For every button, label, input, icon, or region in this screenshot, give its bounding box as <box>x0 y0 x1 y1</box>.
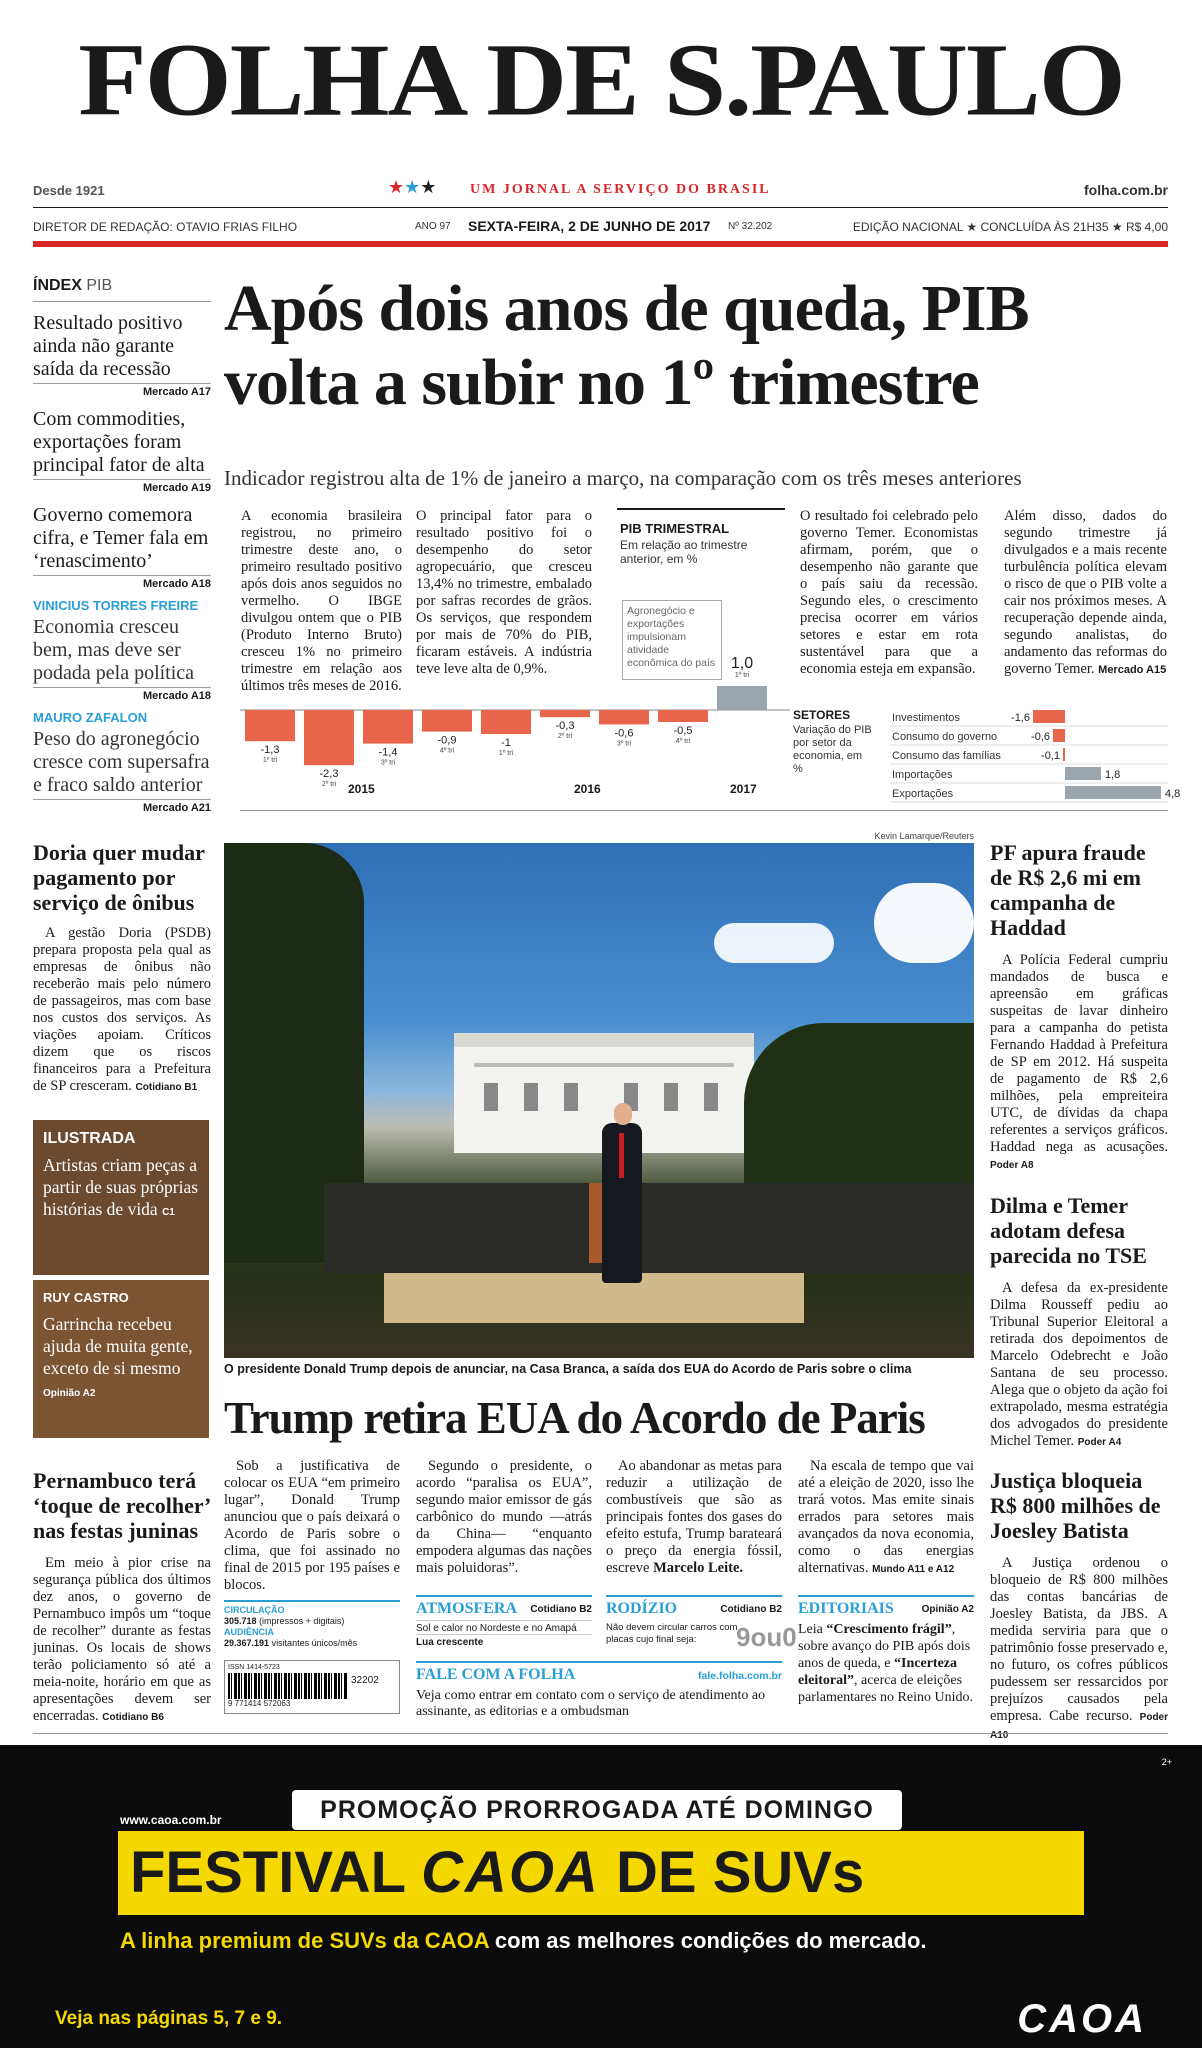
pib-chart-annotation: Agronegócio e exportações impulsionam atividade econômica do país <box>622 600 722 680</box>
index-title: ÍNDEX PIB <box>33 277 113 294</box>
doria-headline: Doria quer mudar pagamento por serviço de ônibus <box>33 840 205 915</box>
pernambuco-body: Em meio à pior crise na segurança pública dos últimos dez anos, o governo de Pernambuco impôs um “toque de recolher” durante as festas juninas. Os locais de shows terão policiamento só até a meia-noite, horário em que as apresentações devem ser encerradas. Cotidiano B6 <box>33 1555 211 1724</box>
editoriais-box[interactable]: EDITORIAIS Opinião A2 Leia “Crescimento frágil”, sobre avanço do PIB após dois anos de queda, e “Incerteza eleitoral”, acerca de eleições parlamentares no Reino Unido. <box>798 1595 974 1706</box>
setores-category-label: Exportações <box>892 788 954 800</box>
joesley-body: A Justiça ordenou o bloqueio de R$ 800 milhões das contas bancárias de Joesley Batista, da JBS. A medida serviria para que o patrimônio fosse preservado e, no futuro, os cofres públicos pudessem ser ressarcidos por prejuízos causados pela empresa. Cabe recurso. Poder A10 <box>990 1555 1169 1741</box>
caoa-logo-icon: CAOA <box>1017 1997 1147 2041</box>
atmosfera-box[interactable]: ATMOSFERA Cotidiano B2 Sol e calor no Nordeste e no Amapá Lua crescente <box>416 1595 592 1648</box>
pib-quarter-label: 3º tri <box>380 759 396 767</box>
photo-caption: O presidente Donald Trump depois de anunciar, na Casa Branca, a saída dos EUA do Acordo de Paris sobre o clima <box>224 1362 912 1376</box>
pf-story[interactable] <box>990 840 1168 1174</box>
pib-bar <box>363 710 413 744</box>
setores-value-label: -1,6 <box>1011 712 1030 724</box>
pib-bar <box>304 710 354 765</box>
lead-col-1: A economia brasileira registrou, no primeiro trimestre deste ano, o primeiro resultado positivo após dois anos seguidos no vermelho. O IBGE divulgou ontem que o PIB (Produto Interno Bruto) cresceu 1% no primeiro trimestre em relação aos últimos três meses de 2016. <box>241 508 402 694</box>
index-item[interactable]: VINICIUS TORRES FREIRE Economia cresceu bem, mas deve ser podada pela política Mercado A18 <box>33 598 211 702</box>
dilma-headline: Dilma e Temer adotam defesa parecida no TSE <box>990 1193 1147 1268</box>
person-icon <box>602 1123 642 1283</box>
year-label: 2017 <box>730 782 757 796</box>
pib-quarter-label: 1º tri <box>498 750 514 757</box>
pib-bar <box>422 710 472 732</box>
tagline: UM JORNAL A SERVIÇO DO BRASIL <box>470 182 771 197</box>
promo-banner: PROMOÇÃO PRORROGADA ATÉ DOMINGO <box>292 1790 902 1830</box>
setores-title: SETORES <box>793 708 851 722</box>
pib-value-label: 1,0 <box>730 655 754 672</box>
setores-subtitle: Variação do PIB por setor da economia, em % <box>793 724 872 775</box>
pib-quarter-label: 3º tri <box>616 740 632 748</box>
ruy-castro-title: RUY CASTRO <box>43 1290 129 1305</box>
lead-col-4: Além disso, dados do segundo trimestre já divulgados e a mais recente turbulência política elevam o risco de que o PIB volte a cair nos próximos meses. A recuperação depende ainda, segundo analistas, do andamento das reformas do governo Temer. Mercado A15 <box>1004 508 1167 677</box>
pib-quarter-label: 2º tri <box>557 733 573 741</box>
joesley-headline: Justiça bloqueia R$ 800 milhões de Joesley Batista <box>990 1468 1161 1543</box>
setores-chart <box>890 708 1181 805</box>
dilma-body: A defesa da ex-presidente Dilma Rousseff pediu ao Tribunal Superior Eleitoral a retirada dos depoimentos de Marcelo Odebrecht e João Santana de seu processo. Alega que o objeto da ação foi extrapolado, mesma estratégia dos advogados do presidente Michel Temer. Poder A4 <box>990 1280 1168 1449</box>
pf-body: A Polícia Federal cumpriu mandados de busca e apreensão em gráficas suspeitas de lavar dinheiro para a campanha do petista Fernando Haddad à Prefeitura de SP em 2012. Há suspeita de pagamento de R$ 2,6 milhões, pela empreiteira UTC, de dívidas da chapa referentes a serviços gráficos. Haddad nega as acusações. Poder A8 <box>990 952 1168 1171</box>
stars-icon: ★★★ <box>388 177 437 197</box>
setores-bar <box>1065 786 1161 799</box>
pib-value-label: -0,5 <box>673 725 693 737</box>
pib-chart-title: PIB TRIMESTRAL <box>620 521 730 536</box>
pf-headline: PF apura fraude de R$ 2,6 mi em campanha de Haddad <box>990 840 1146 940</box>
pib-quarter-label: 4º tri <box>675 738 691 745</box>
setores-value-label: 4,8 <box>1165 788 1181 800</box>
director-line: DIRETOR DE REDAÇÃO: OTAVIO FRIAS FILHO <box>33 220 298 234</box>
trump-headline[interactable]: Trump retira EUA do Acordo de Paris <box>224 1393 925 1443</box>
trump-col-2: Segundo o presidente, o acordo “paralisa os EUA”, segundo maior emissor de gás carbônico do mundo —atrás da China— “enquanto empodera algumas das nações mais poluidoras”. <box>416 1458 592 1576</box>
red-rule <box>33 241 1168 247</box>
index-item[interactable]: Resultado positivo ainda não garante saída da recessão Mercado A17 <box>33 312 211 398</box>
ilustrada-box[interactable] <box>33 1120 209 1275</box>
lead-headline[interactable]: Após dois anos de queda, PIB volta a subir no 1º trimestre <box>224 272 1029 419</box>
setores-value-label: -0,1 <box>1041 750 1060 762</box>
site-link[interactable]: folha.com.br <box>1083 182 1168 198</box>
pib-chart-subtitle: Em relação ao trimestre anterior, em % <box>620 538 748 566</box>
pib-value-label: -1 <box>501 737 511 749</box>
pernambuco-story[interactable] <box>33 1468 211 1726</box>
caoa-advertisement[interactable] <box>0 1745 1202 2048</box>
pib-quarter-label: 1º tri <box>262 757 278 765</box>
year-label: ANO 97 <box>415 221 451 232</box>
pib-value-label: -1,3 <box>260 744 280 757</box>
ad-pages: Veja nas páginas 5, 7 e 9. <box>55 2008 283 2029</box>
masthead-title: FOLHA DE S.PAULO <box>78 22 1124 138</box>
pib-year-axis <box>240 782 790 802</box>
trump-col-1: Sob a justificativa de colocar os EUA “em primeiro lugar”, Donald Trump anunciou que o país deixará o Acordo de Paris sobre o clima, que foi assinado no final de 2015 por 195 países e blocos. <box>224 1458 400 1593</box>
pernambuco-headline: Pernambuco terá ‘toque de recolher’ nas festas juninas <box>33 1468 210 1543</box>
doria-body: A gestão Doria (PSDB) prepara proposta pela qual as empresas de ônibus não receberão mais pelo número de passageiros, mas com base nos custos dos serviços. As viações apoiam. Críticos dizem que os riscos financeiros para a Prefeitura de SP cresceram. Cotidiano B1 <box>33 925 211 1094</box>
pib-bar <box>658 710 708 722</box>
ilustrada-body: Artistas criam peças a partir de suas próprias histórias de vida C1 <box>43 1155 199 1219</box>
setores-bar <box>1065 767 1101 780</box>
setores-value-label: -0,6 <box>1031 731 1050 743</box>
setores-value-label: 1,8 <box>1105 769 1121 781</box>
date-label: SEXTA-FEIRA, 2 DE JUNHO DE 2017 <box>468 218 711 234</box>
fale-box[interactable]: FALE COM A FOLHA fale.folha.com.br Veja como entrar em contato com o serviço de atendimento ao assinante, as editorias e a ombudsman <box>416 1661 782 1720</box>
circulation-box: CIRCULAÇÃO 305.718 (impressos + digitais) AUDIÊNCIA 29.367.191 visitantes únicos/mês <box>224 1600 400 1649</box>
age-rating: 2+ <box>1161 1757 1172 1767</box>
setores-category-label: Investimentos <box>892 712 960 724</box>
pib-value-label: -1,4 <box>378 746 398 759</box>
edition-label: EDIÇÃO NACIONAL ★ CONCLUÍDA ÀS 21H35 ★ R$ 4,00 <box>852 220 1168 234</box>
setores-category-label: Consumo das famílias <box>892 750 1001 762</box>
lead-col-2: O principal fator para o resultado positivo foi o desempenho do setor agropecuário, que cresceu 13,4% no trimestre, embalado por safras recordes de grãos. Os serviços, que respondem por mais de 70% do PIB, ficaram estáveis. A indústria teve leve alta de 0,9%. <box>416 508 592 677</box>
setores-bar <box>1053 729 1065 742</box>
dilma-story[interactable] <box>990 1193 1168 1451</box>
ruy-castro-box[interactable] <box>33 1280 209 1438</box>
pib-value-label: -2,3 <box>319 768 339 781</box>
setores-bar <box>1033 710 1065 723</box>
ad-url[interactable]: www.caoa.com.br <box>120 1813 222 1827</box>
year-label: 2015 <box>348 782 375 796</box>
setores-category-label: Consumo do governo <box>892 731 998 743</box>
pib-bar <box>245 710 295 741</box>
pib-value-label: -0,9 <box>437 734 457 747</box>
caoa-logo-icon: CAOA <box>421 1840 600 1905</box>
index-item[interactable]: MAURO ZAFALON Peso do agronegócio cresce com supersafra e fraco saldo anterior Mercado A21 <box>33 710 211 814</box>
pib-bar <box>540 710 590 717</box>
index-item[interactable]: Com commodities, exportações foram principal fator de alta Mercado A19 <box>33 408 211 494</box>
index-item[interactable]: Governo comemora cifra, e Temer fala em ‘renascimento’ Mercado A18 <box>33 504 211 590</box>
setores-bar <box>1063 748 1065 761</box>
pib-bar <box>599 710 649 724</box>
pib-quarter-label: 1º tri <box>734 672 750 679</box>
photo-credit: Kevin Lamarque/Reuters <box>874 831 974 841</box>
since-label: Desde 1921 <box>33 183 105 198</box>
pib-chart-header <box>617 508 785 510</box>
trump-col-4: Na escala de tempo que vai até a eleição de 2020, isso lhe trará votos. Mas emite sinais errados para setores mais avançados da nova economia, como o das energias alternativas. Mundo A11 e A12 <box>798 1458 974 1576</box>
pib-quarter-label: 2º tri <box>321 781 337 789</box>
festival-banner: FESTIVAL CAOA DE SUVs <box>118 1831 1084 1915</box>
joesley-story[interactable] <box>990 1468 1168 1744</box>
barcode: ISSN 1414-5723 9 771414 572063 32202 <box>224 1660 400 1714</box>
issue-number: Nº 32.202 <box>728 221 773 232</box>
setores-category-label: Importações <box>892 769 953 781</box>
trump-col-3: Ao abandonar as metas para reduzir a utilização de combustíveis que são as principais fontes dos gases do efeito estufa, Trump barateará o preço da energia fóssil, escreve Marcelo Leite. <box>606 1458 782 1576</box>
lead-deck: Indicador registrou alta de 1% de janeiro a março, na comparação com os três meses anteriores <box>224 466 1022 490</box>
pib-value-label: -0,6 <box>614 727 634 740</box>
lead-col-3: O resultado foi celebrado pelo governo Temer. Economistas afirmam, porém, que o desempenho não garante que o país saiu da recessão. Segundo eles, o crescimento precisa ocorrer em vários setores e estar em rota sustentável para que a economia esteja em expansão. <box>800 508 978 677</box>
index-column <box>33 277 211 814</box>
pib-bar <box>481 710 531 734</box>
ad-tagline: A linha premium de SUVs da CAOA com as melhores condições do mercado. <box>120 1928 927 1953</box>
doria-story[interactable] <box>33 840 211 1096</box>
year-label: 2016 <box>574 782 601 796</box>
pib-bar <box>717 686 767 710</box>
pib-quarter-label: 4º tri <box>439 747 455 755</box>
news-photo[interactable] <box>224 843 974 1358</box>
pib-value-label: -0,3 <box>555 720 575 733</box>
ruy-castro-body: Garrincha recebeu ajuda de muita gente, exceto de si mesmo Opinião A2 <box>43 1314 193 1399</box>
rodizio-box[interactable]: RODÍZIO Cotidiano B2 Não devem circular carros com placas cujo final seja: 9ou0 <box>606 1595 782 1646</box>
ilustrada-title: ILUSTRADA <box>43 1130 136 1147</box>
